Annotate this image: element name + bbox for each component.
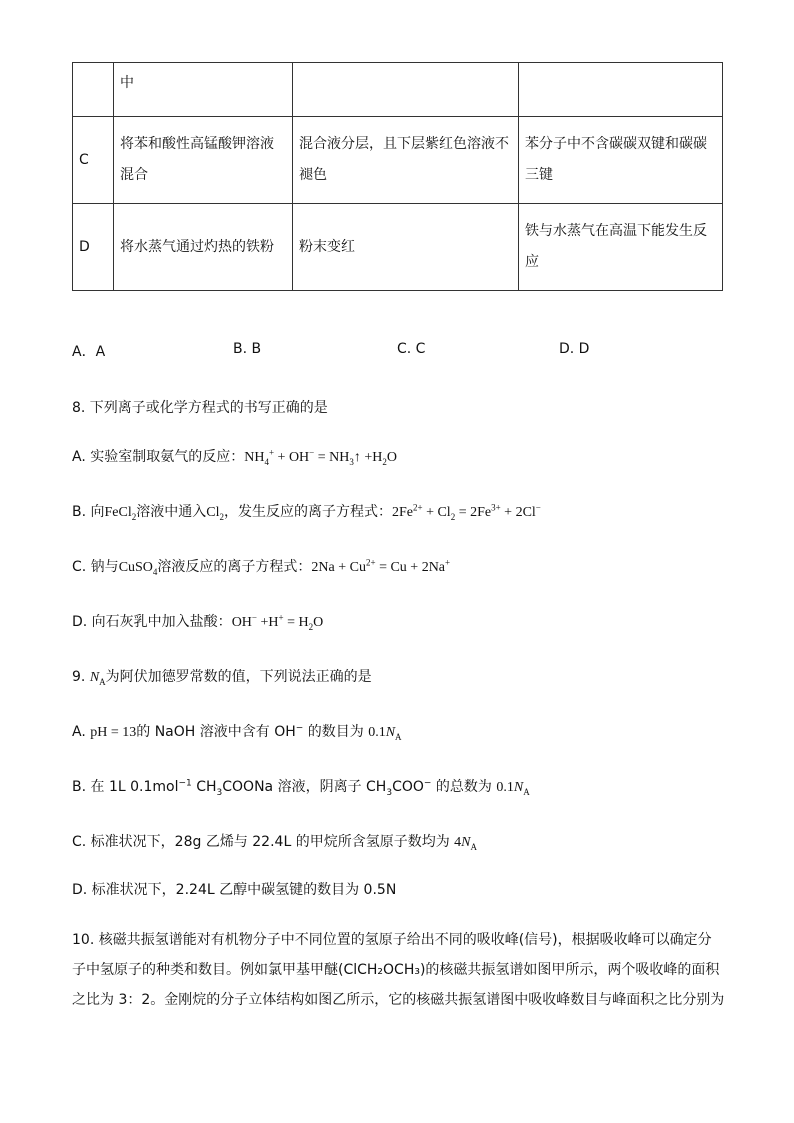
row-label (73, 63, 114, 117)
q7-option-d: D. D (559, 341, 590, 357)
table-row (73, 63, 723, 117)
q10-line-3: 之比为 3：2。金刚烷的分子立体结构如图乙所示，它的核磁共振氢谱图中吸收峰数目与峰面积之比分别为 (72, 992, 725, 1008)
operation-cell: 将水蒸气通过灼热的铁粉 (114, 204, 293, 291)
operation-cell: 中 (114, 63, 293, 117)
table-row (73, 204, 723, 291)
operation-cell: 将苯和酸性高锰酸钾溶液混合 (114, 117, 293, 204)
q8-option-d: D. 向石灰乳中加入盐酸：$OH^- +H^+ = H_2O$ (72, 612, 324, 632)
q9-option-a: A. pH = 13的 NaOH 溶液中含有 OH− 的数目为 $0.1N_A$ (72, 723, 402, 742)
q7-option-a: A．A (72, 344, 106, 360)
row-label: D (73, 204, 114, 291)
conclusion-cell (519, 63, 723, 117)
q8-option-b: B. 向FeCl$_2$溶液中通入$Cl_2$，发生反应的离子方程式：$2Fe^{2+} + Cl_2 = 2Fe^{3+} + 2Cl^-$ (72, 502, 541, 522)
q9-stem: 9. $N_A$为阿伏加德罗常数的值，下列说法正确的是 (72, 669, 372, 687)
q10-line-2: 子中氢原子的种类和数目。例如氯甲基甲醚(ClCH₂OCH₃)的核磁共振氢谱如图甲所示，两个吸收峰的面积 (72, 962, 720, 978)
q9-option-c: C. 标准状况下，28g 乙烯与 22.4L 的甲烷所含氢原子数均为 $4N_A$ (72, 834, 477, 852)
phenomenon-cell (293, 63, 519, 117)
q9-option-d: D. 标准状况下，2.24L 乙醇中碳氢键的数目为 0.5N (72, 882, 397, 898)
table-row (73, 117, 723, 204)
q7-option-c: C. C (397, 341, 426, 357)
row-label: C (73, 117, 114, 204)
q7-option-b: B. B (233, 341, 262, 357)
conclusion-cell: 铁与水蒸气在高温下能发生反应 (519, 204, 723, 291)
phenomenon-cell: 粉末变红 (293, 204, 519, 291)
q9-option-b: B. 在 1L 0.1mol$^{-1}$ $CH_3COONa$ 溶液，阴离子 $CH_3COO^-$ 的总数为 $0.1N_A$ (72, 778, 530, 798)
q8-stem: 8. 下列离子或化学方程式的书写正确的是 (72, 400, 328, 416)
phenomenon-cell: 混合液分层，且下层紫红色溶液不褪色 (293, 117, 519, 204)
experiment-table (72, 62, 723, 291)
q8-option-c: C. 钠与CuSO$_4$溶液反应的离子方程式：$2Na + Cu^{2+} = Cu + 2Na^+$ (72, 557, 451, 577)
q10-line-1: 10. 核磁共振氢谱能对有机物分子中不同位置的氢原子给出不同的吸收峰(信号)，根据吸收峰可以确定分 (72, 932, 712, 948)
q8-option-a: A. 实验室制取氨气的反应：$NH_4^+ + OH^-$ = $NH_3↑ +H_2O$ (72, 447, 398, 467)
conclusion-cell: 苯分子中不含碳碳双键和碳碳三键 (519, 117, 723, 204)
